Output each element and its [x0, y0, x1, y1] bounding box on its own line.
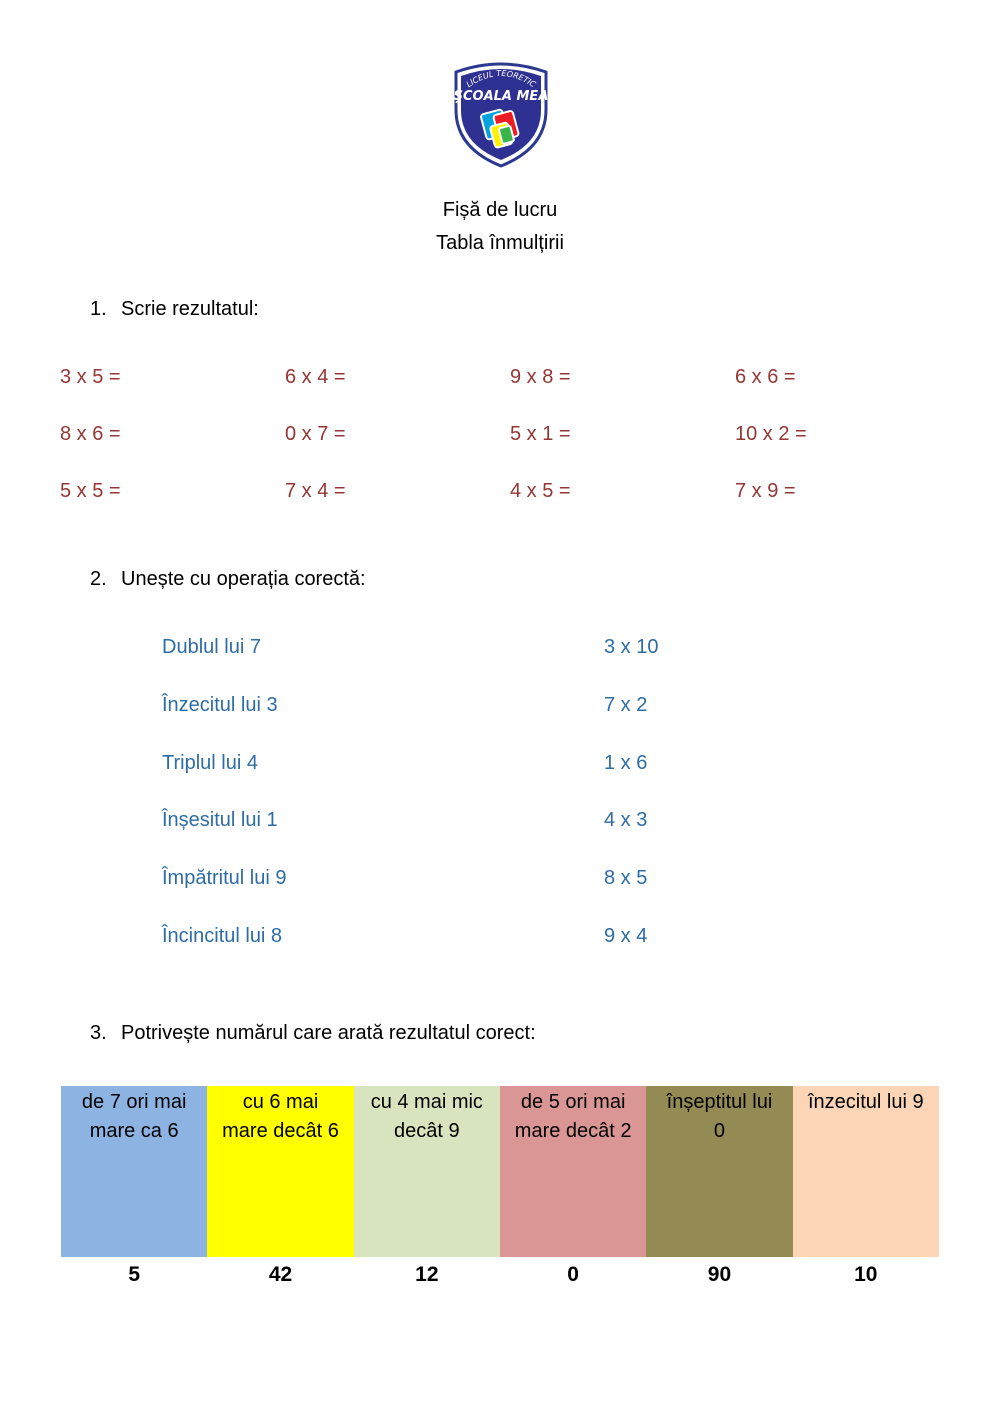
- clue-line: înzecitul lui 9: [807, 1091, 924, 1113]
- exercise1-row: [60, 364, 960, 421]
- match-phrase: Înșesitul lui 1: [162, 809, 278, 832]
- match-operation: 3 x 10: [604, 636, 659, 658]
- match-row: [162, 692, 762, 750]
- exercise2-pairs: [162, 634, 762, 981]
- multiplication-item: 10 x 2 =: [735, 423, 807, 445]
- match-row: [162, 807, 762, 865]
- match-row: [162, 923, 762, 981]
- logo-main-text: ȘCOALA MEA: [453, 89, 549, 104]
- match-row: [162, 634, 762, 692]
- clue-line: 0: [713, 1120, 726, 1142]
- clue-line: mare ca 6: [89, 1120, 179, 1142]
- match-phrase: Înzecitul lui 3: [162, 693, 278, 716]
- clue-box: [500, 1086, 646, 1257]
- multiplication-item: 6 x 4 =: [285, 366, 346, 388]
- exercise1-row: [60, 421, 960, 478]
- exercise2-text: Unește cu operația corectă:: [121, 568, 366, 590]
- multiplication-item: 5 x 1 =: [510, 423, 571, 445]
- clue-box: [793, 1086, 939, 1257]
- clue-box: [646, 1086, 792, 1257]
- multiplication-item: 8 x 6 =: [60, 423, 121, 445]
- multiplication-item: 6 x 6 =: [735, 366, 796, 388]
- clue-line: înșeptitul lui: [666, 1091, 773, 1113]
- clue-line: de 5 ori mai: [520, 1091, 626, 1113]
- clue-box: [207, 1086, 353, 1257]
- answer-number: 90: [707, 1263, 732, 1286]
- logo-top-text: LICEUL TEORETIC: [464, 68, 538, 90]
- match-operation: 9 x 4: [604, 924, 648, 947]
- clue-box: [61, 1086, 207, 1257]
- exercise2-number: 2.: [90, 568, 107, 590]
- match-operation: 7 x 2: [604, 693, 648, 716]
- exercise3-answers: [61, 1262, 939, 1288]
- match-operation: 1 x 6: [604, 751, 648, 774]
- exercise1-heading: [90, 298, 259, 321]
- multiplication-item: 0 x 7 =: [285, 423, 346, 445]
- multiplication-item: 5 x 5 =: [60, 480, 121, 502]
- answer-number: 0: [567, 1263, 579, 1286]
- worksheet-subtitle: Tabla înmulțirii: [436, 232, 564, 254]
- match-phrase: Dublul lui 7: [162, 636, 261, 658]
- exercise1-row: [60, 478, 960, 535]
- worksheet-title: Fișă de lucru: [442, 199, 558, 221]
- clue-line: cu 6 mai: [242, 1091, 319, 1113]
- exercise1-grid: [60, 364, 960, 535]
- multiplication-item: 4 x 5 =: [510, 480, 571, 502]
- exercise1-number: 1.: [90, 298, 107, 320]
- match-row: [162, 750, 762, 808]
- clue-line: mare decât 2: [514, 1120, 632, 1142]
- multiplication-item: 7 x 9 =: [735, 480, 796, 502]
- multiplication-item: 9 x 8 =: [510, 366, 571, 388]
- clue-line: decât 9: [394, 1120, 460, 1142]
- answer-number: 12: [415, 1263, 439, 1286]
- clue-line: de 7 ori mai: [81, 1091, 187, 1113]
- multiplication-item: 7 x 4 =: [285, 480, 346, 502]
- exercise2-heading: [90, 568, 366, 591]
- answer-number: 5: [128, 1263, 140, 1286]
- clue-box: [354, 1086, 500, 1257]
- match-operation: 4 x 3: [604, 809, 648, 832]
- multiplication-item: 3 x 5 =: [60, 366, 121, 388]
- exercise3-heading: [90, 1022, 536, 1045]
- match-phrase: Triplul lui 4: [162, 751, 258, 774]
- match-phrase: Încincitul lui 8: [162, 924, 283, 947]
- match-phrase: Împătritul lui 9: [162, 867, 287, 890]
- clue-line: cu 4 mai mic: [370, 1091, 483, 1113]
- answer-number: 42: [268, 1263, 293, 1286]
- exercise3-text: Potrivește numărul care arată rezultatul corect:: [121, 1022, 536, 1044]
- match-operation: 8 x 5: [604, 867, 648, 890]
- clue-line: mare decât 6: [222, 1120, 339, 1142]
- school-logo: [450, 60, 552, 168]
- answer-number: 10: [854, 1263, 878, 1286]
- match-row: [162, 865, 762, 923]
- exercise3-boxes: [61, 1086, 939, 1257]
- exercise1-text: Scrie rezultatul:: [121, 298, 259, 320]
- exercise3-number: 3.: [90, 1022, 107, 1044]
